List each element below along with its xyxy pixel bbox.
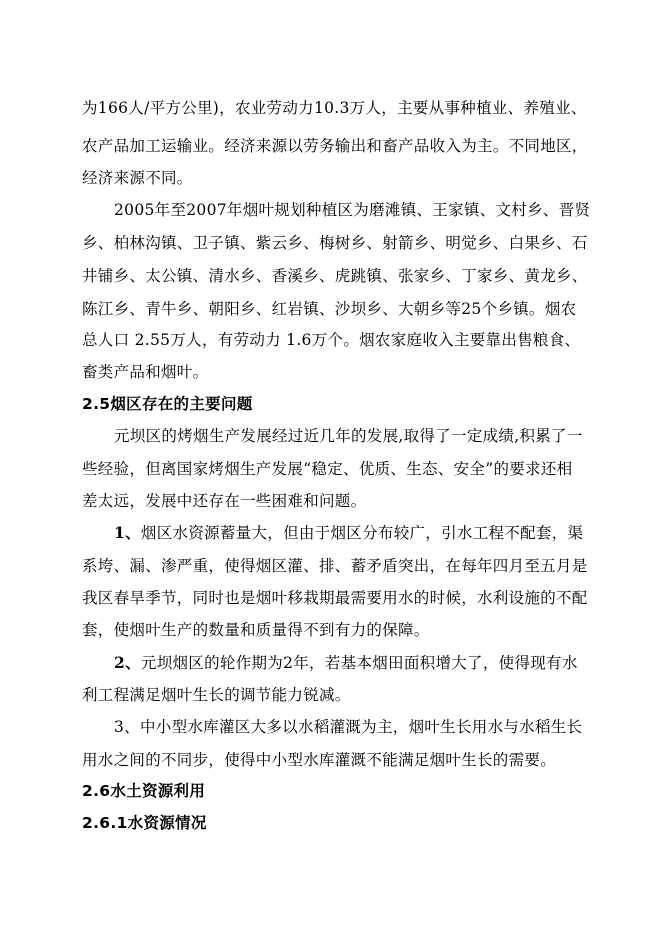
- paragraph-line: 利工程满足烟叶生长的调节能力锐减。: [82, 686, 351, 704]
- paragraph-line: 乡、柏林沟镇、卫子镇、紫云乡、梅树乡、射箭乡、明觉乡、白果乡、石: [82, 234, 588, 252]
- section-heading-2-6-1: [82, 813, 207, 833]
- list-item-number: 1、: [114, 523, 141, 542]
- paragraph-line: 经济来源不同。: [82, 169, 193, 187]
- paragraph-line: 总人口 2.55万人，有劳动力 1.6万个。烟农家庭收入主要靠出售粮食、: [82, 331, 581, 349]
- list-item-2: [114, 653, 578, 673]
- section-number: 2.5: [82, 395, 111, 413]
- paragraph-line: 套，使烟叶生产的数量和质量得不到有力的保障。: [82, 621, 430, 639]
- list-item-3: [114, 717, 582, 737]
- section-title: 水资源情况: [127, 814, 207, 832]
- list-item-text: 元坝烟区的轮作期为2年，若基本烟田面积增大了，使得现有水: [140, 654, 578, 672]
- paragraph-line: 我区春旱季节，同时也是烟叶移栽期最需要用水的时候，水利设施的不配: [82, 589, 588, 607]
- paragraph-line: 用水之间的不同步，使得中小型水库灌溉不能满足烟叶生长的需要。: [82, 751, 557, 769]
- paragraph-line: 系垮、漏、渗严重，使得烟区灌、排、蓄矛盾突出，在每年四月至五月是: [82, 557, 588, 575]
- list-item-1: [114, 523, 583, 543]
- paragraph-line: 差太远，发展中还存在一些困难和问题。: [82, 492, 367, 510]
- paragraph-line: 井铺乡、太公镇、清水乡、香溪乡、虎跳镇、张家乡、丁家乡、黄龙乡、: [82, 267, 588, 285]
- section-number: 2.6.1: [82, 814, 128, 832]
- list-item-text: 烟区水资源蓄量大，但由于烟区分布较广，引水工程不配套，渠: [140, 524, 584, 542]
- list-item-text: 中小型水库灌区大多以水稻灌溉为主，烟叶生长用水与水稻生长: [139, 718, 583, 736]
- section-title: 水土资源利用: [110, 782, 206, 800]
- paragraph-line: 陈江乡、青牛乡、朝阳乡、红岩镇、沙坝乡、大朝乡等25个乡镇。烟农: [82, 300, 577, 318]
- paragraph-line: 农产品加工运输业。经济来源以劳务输出和畜产品收入为主。不同地区，: [82, 137, 588, 155]
- paragraph-line: 元坝区的烤烟生产发展经过近几年的发展,取得了一定成绩,积累了一: [114, 427, 583, 445]
- list-item-number: 2、: [114, 653, 141, 672]
- section-title: 烟区存在的主要问题: [110, 395, 253, 413]
- section-heading-2-5: [82, 394, 253, 414]
- paragraph-line: 2005年至2007年烟叶规划种植区为磨滩镇、王家镇、文村乡、晋贤: [114, 201, 591, 219]
- section-heading-2-6: [82, 781, 205, 801]
- paragraph-line: 为166人/平方公里)，农业劳动力10.3万人，主要从事种植业、养殖业、: [82, 99, 587, 117]
- paragraph-line: 畜类产品和烟叶。: [82, 363, 209, 381]
- list-item-number: 3、: [114, 718, 140, 736]
- paragraph-line: 些经验，但离国家烤烟生产发展“稳定、优质、生态、安全”的要求还相: [82, 460, 573, 478]
- section-number: 2.6: [82, 782, 111, 800]
